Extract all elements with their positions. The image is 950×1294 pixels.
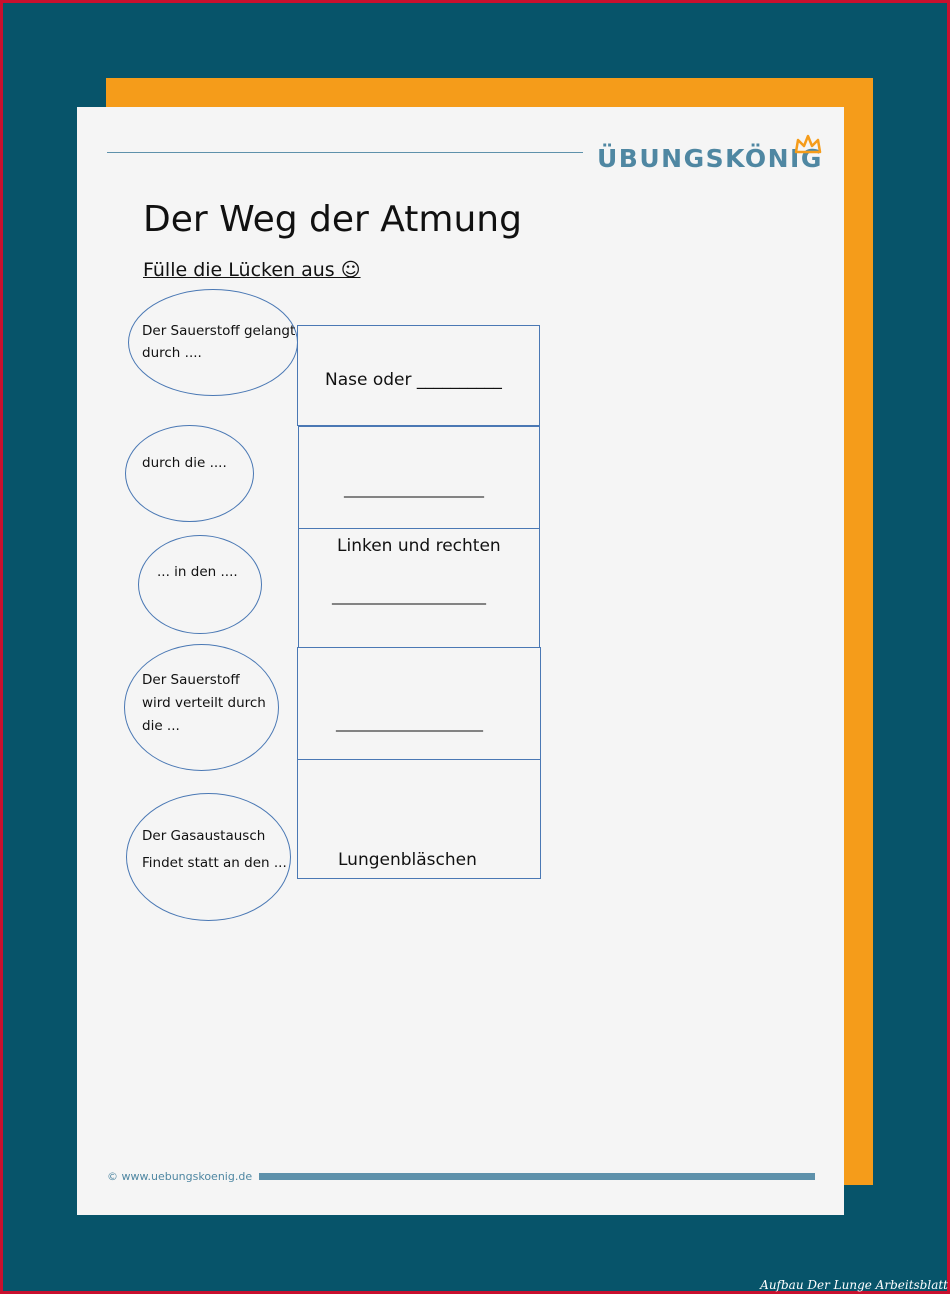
brand-logo: ÜBUNGSKÖNIG: [597, 144, 823, 173]
worksheet-page: [77, 107, 844, 1215]
footer-url: © www.uebungskoenig.de: [107, 1170, 253, 1183]
prompt-bubble-text: Der Sauerstoff wird verteilt durch die ...: [142, 672, 266, 734]
answer-box-2: [298, 426, 540, 529]
prompt-bubble-3: [138, 535, 262, 634]
answer-box-text: Nase oder __________: [325, 370, 502, 390]
prompt-bubble-text: Der Gasaustausch Findet statt an den ...: [142, 828, 287, 871]
header-rule: [107, 152, 583, 153]
worksheet-title: Der Weg der Atmung: [143, 199, 522, 240]
prompt-bubble-text: durch die ....: [142, 455, 227, 471]
image-caption: Aufbau Der Lunge Arbeitsblatt: [760, 1278, 948, 1292]
answer-blank: _____________________: [336, 716, 483, 732]
answer-box-5: [297, 759, 541, 879]
answer-box-4: [297, 647, 541, 760]
prompt-bubble-text: ... in den ....: [157, 564, 238, 580]
answer-blank: ____________________: [344, 482, 484, 498]
crown-icon: [794, 134, 822, 154]
answer-box-3: [298, 528, 540, 648]
answer-box-text: Lungenbläschen: [338, 850, 477, 870]
answer-box-1: [297, 325, 540, 426]
worksheet-instruction: Fülle die Lücken aus ☺: [143, 259, 361, 281]
footer-bar: [259, 1173, 815, 1180]
prompt-bubble-text: Der Sauerstoff gelangt durch ....: [142, 323, 296, 361]
answer-blank: ______________________: [332, 589, 486, 605]
answer-box-text: Linken und rechten: [337, 536, 501, 556]
